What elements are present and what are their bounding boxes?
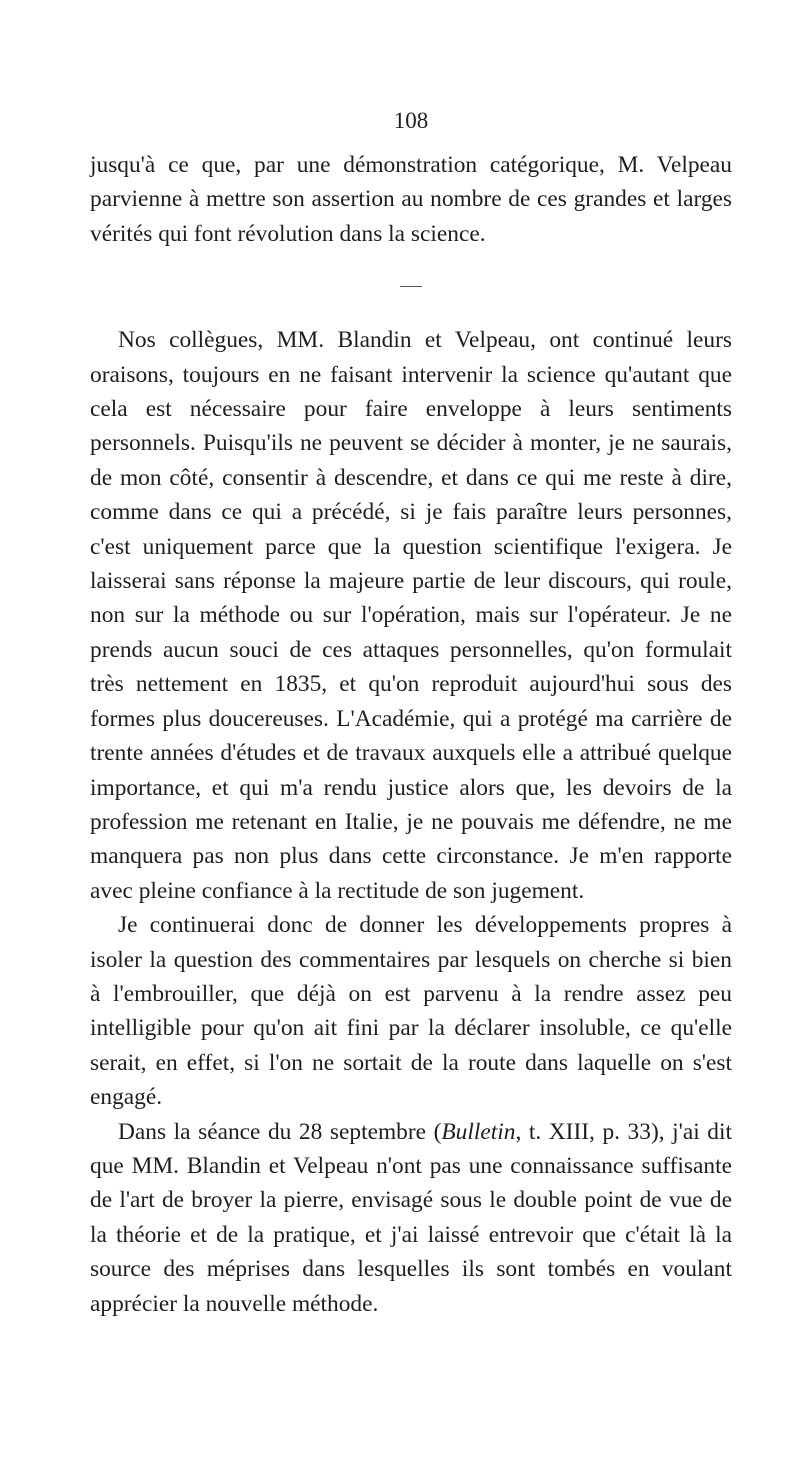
bulletin-citation: Bulletin <box>441 1118 516 1145</box>
paragraph-4 <box>90 1115 732 1321</box>
paragraph-4-lead: Dans la séance du 28 septembre ( <box>118 1118 442 1145</box>
paragraph-3: Je continuerai donc de donner les développements propres à isoler la question des commentaires par lesquels on cherche si bien à l'embrouiller, que déjà on est parvenu à la rendre assez peu intelligible pour qu'on ait fini par la déclarer insoluble, ce qu'elle serait, en effet, si l'on ne sortait de la route dans laquelle on s'est engagé. <box>90 912 732 1111</box>
section-divider <box>400 286 422 287</box>
paragraph-2: Nos collègues, MM. Blandin et Velpeau, ont continué leurs oraisons, toujours en ne faisant intervenir la science qu'autant que cela est nécessaire pour faire enveloppe à leurs sentiments personnels. Puisqu'ils ne peuvent se décider à monter, je ne saurais, de mon côté, consentir à descendre, et dans ce qui me reste à dire, comme dans ce qui a précédé, si je fais paraître leurs personnes, c'est uniquement parce que la question scientifique l'exigera. Je laisserai sans réponse la majeure partie de leur discours, qui roule, non sur la méthode ou sur l'opération, mais sur l'opérateur. Je ne prends aucun souci de ces attaques personnelles, qu'on formulait très nettement en 1835, et qu'on reproduit aujourd'hui sous des formes plus doucereuses. L'Académie, qui a protégé ma carrière de trente années d'études et de travaux auxquels elle a attribué quelque importance, et qui m'a rendu justice alors que, les devoirs de la profession me retenant en Italie, je ne pouvais me défendre, ne me manquera pas non plus dans cette circonstance. Je m'en rapporte avec pleine confiance à la rectitude de son jugement. <box>90 327 732 904</box>
paragraph-4-rest: , t. XIII, p. 33), j'ai dit que MM. Blandin et Velpeau n'ont pas une connaissance suffisante de l'art de broyer la pierre, envisagé sous le double point de vue de la théorie et de la pratique, et j'ai laissé entrevoir que c'était là la source des méprises dans lesquelles ils sont tombés en voulant apprécier la nouvelle méthode. <box>90 1118 732 1317</box>
paragraph-1: jusqu'à ce que, par une démonstration catégorique, M. Velpeau parvienne à mettre son assertion au nombre de ces grandes et larges vérités qui font révolution dans la science. <box>90 152 732 247</box>
page-number: 108 <box>393 108 429 133</box>
